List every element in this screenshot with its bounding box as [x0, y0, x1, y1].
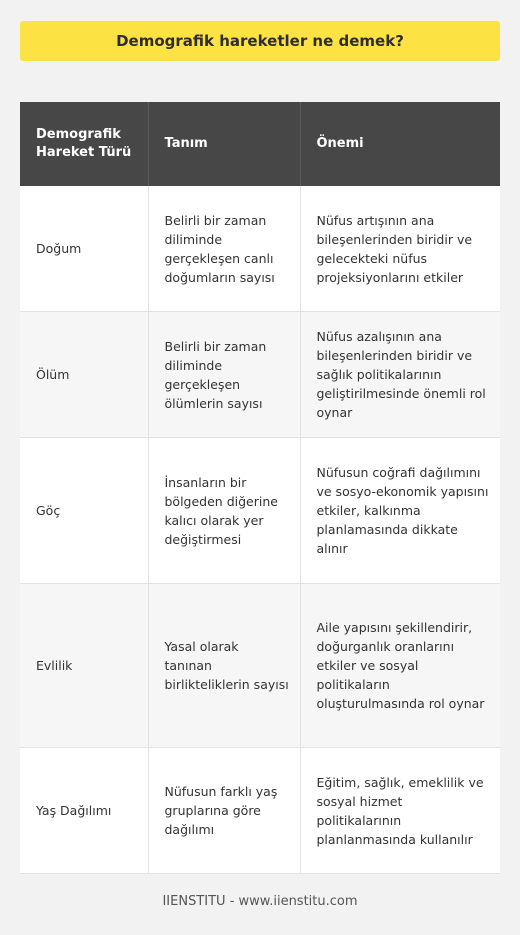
table-row [20, 186, 500, 312]
table-row [20, 438, 500, 584]
table-row [20, 584, 500, 748]
cell-definition: Belirli bir zaman diliminde gerçekleşen canlı doğumların sayısı [148, 186, 300, 312]
cell-type: Evlilik [20, 584, 148, 748]
footer-credit: IIENSTITU - www.iienstitu.com [162, 894, 358, 909]
cell-importance: Nüfus azalışının ana bileşenlerinden biridir ve sağlık politikalarının geliştirilmesinde önemli rol oynar [300, 312, 500, 438]
table-row [20, 748, 500, 874]
cell-definition: Belirli bir zaman diliminde gerçekleşen ölümlerin sayısı [148, 312, 300, 438]
cell-importance: Aile yapısını şekillendirir, doğurganlık oranlarını etkiler ve sosyal politikaların oluşturulmasında rol oynar [300, 584, 500, 748]
cell-type: Doğum [20, 186, 148, 312]
cell-importance: Eğitim, sağlık, emeklilik ve sosyal hizmet politikalarının planlanmasında kullanılır [300, 748, 500, 874]
demographics-table [20, 102, 500, 874]
column-header-importance: Önemi [300, 102, 500, 186]
table-header-row [20, 102, 500, 186]
cell-definition: Nüfusun farklı yaş gruplarına göre dağılımı [148, 748, 300, 874]
column-header-type: Demografik Hareket Türü [20, 102, 148, 186]
cell-definition: Yasal olarak tanınan birlikteliklerin sayısı [148, 584, 300, 748]
cell-type: Göç [20, 438, 148, 584]
cell-type: Yaş Dağılımı [20, 748, 148, 874]
cell-definition: İnsanların bir bölgeden diğerine kalıcı olarak yer değiştirmesi [148, 438, 300, 584]
cell-importance: Nüfusun coğrafi dağılımını ve sosyo-ekonomik yapısını etkiler, kalkınma planlamasında dikkate alınır [300, 438, 500, 584]
cell-type: Ölüm [20, 312, 148, 438]
column-header-definition: Tanım [148, 102, 300, 186]
table-row [20, 312, 500, 438]
cell-importance: Nüfus artışının ana bileşenlerinden biridir ve gelecekteki nüfus projeksiyonlarını etkiler [300, 186, 500, 312]
page-title: Demografik hareketler ne demek? [20, 21, 500, 61]
